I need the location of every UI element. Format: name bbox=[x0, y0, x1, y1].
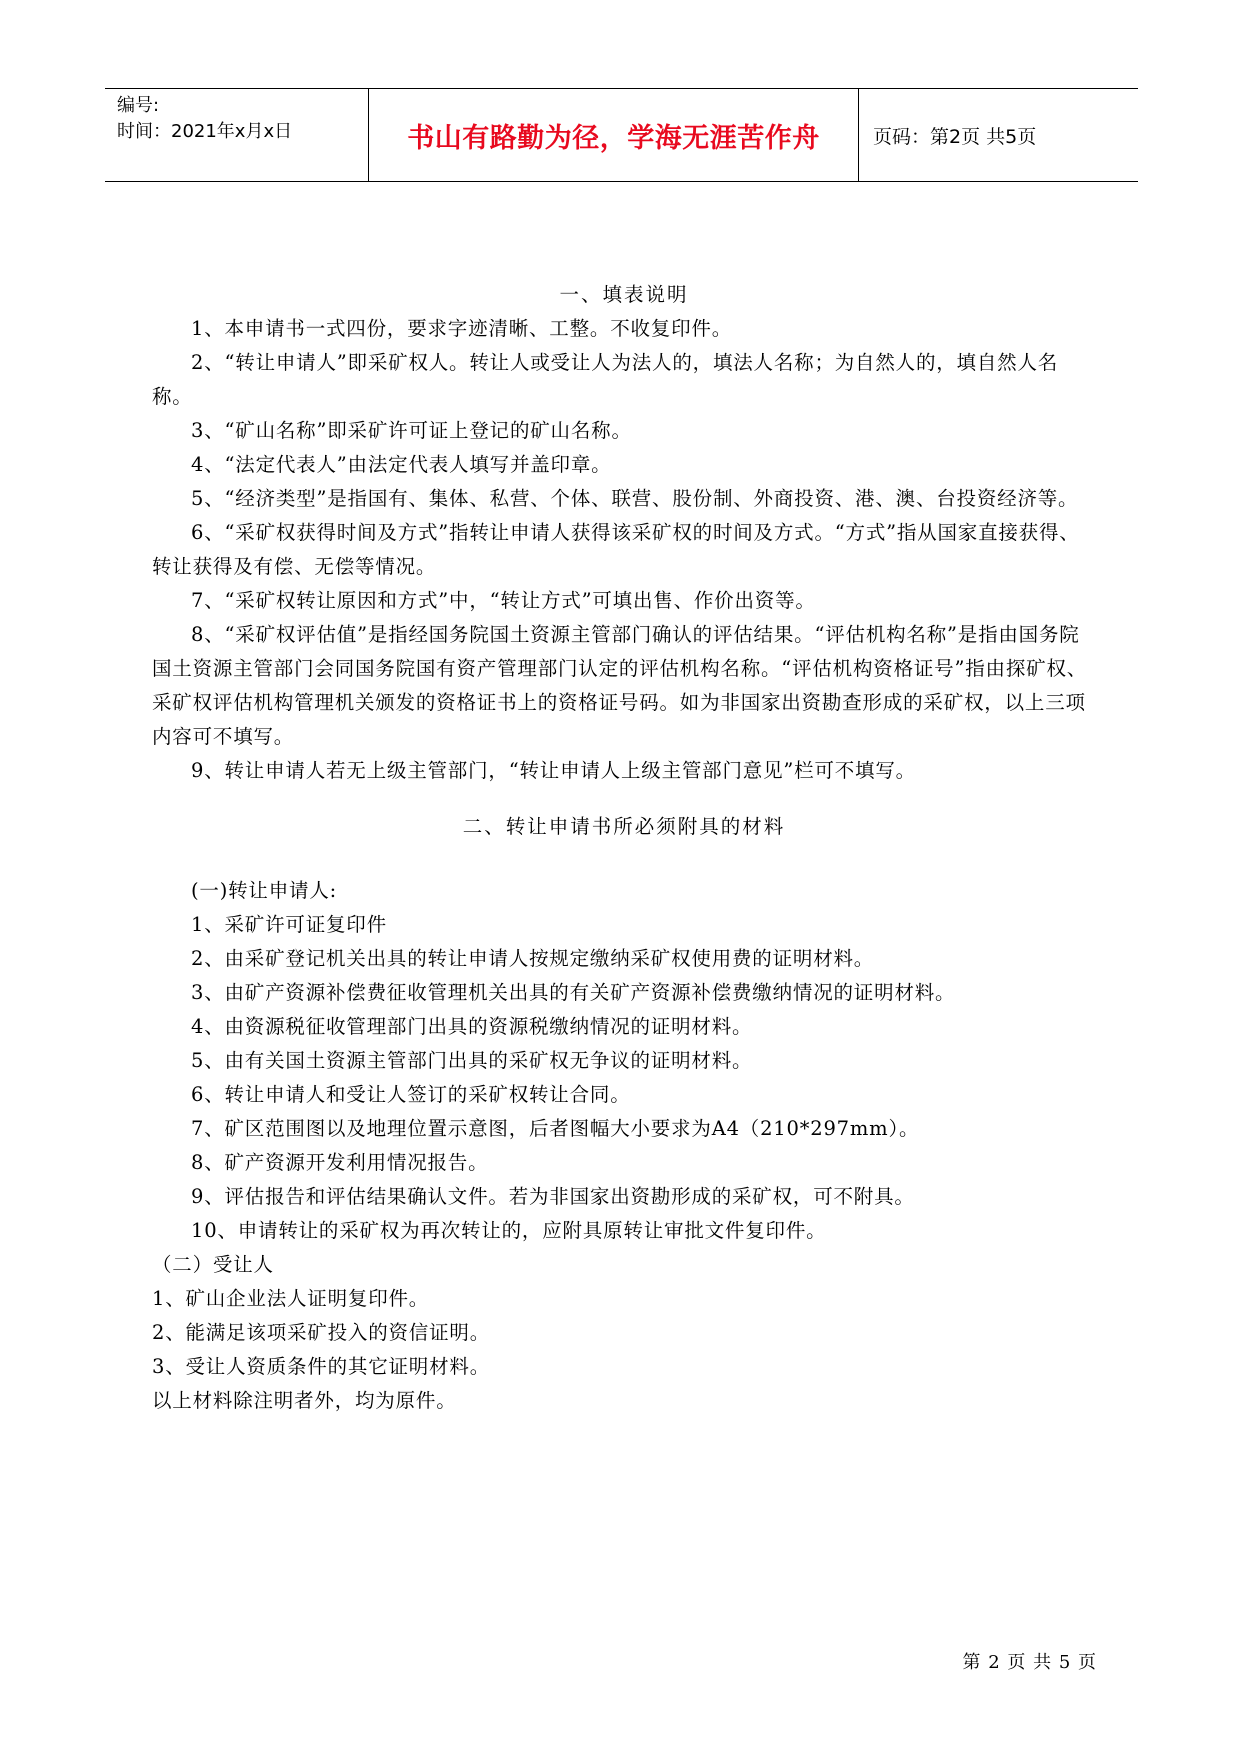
material-item: 2、由采矿登记机关出具的转让申请人按规定缴纳采矿权使用费的证明材料。 bbox=[191, 947, 875, 970]
transferee-item: 1、矿山企业法人证明复印件。 bbox=[152, 1287, 430, 1310]
material-item: 10、申请转让的采矿权为再次转让的，应附具原转让审批文件复印件。 bbox=[191, 1219, 827, 1242]
header-motto-cell bbox=[369, 89, 859, 181]
instruction-item: 9、转让申请人若无上级主管部门，“转让申请人上级主管部门意见”栏可不填写。 bbox=[191, 759, 916, 782]
material-item: 1、采矿许可证复印件 bbox=[191, 913, 387, 936]
header-motto: 书山有路勤为径，学海无涯苦作舟 bbox=[407, 122, 820, 154]
header-page-cell bbox=[859, 89, 1138, 181]
spacer bbox=[152, 844, 1096, 874]
transferee-item: 2、能满足该项采矿投入的资信证明。 bbox=[152, 1321, 491, 1344]
section-title-instructions: 一、填表说明 bbox=[559, 283, 689, 306]
subsection-title-transferee: （二）受让人 bbox=[152, 1253, 274, 1276]
section-title-materials: 二、转让申请书所必须附具的材料 bbox=[462, 815, 786, 838]
transferee-item: 3、受让人资质条件的其它证明材料。 bbox=[152, 1355, 491, 1378]
material-item: 5、由有关国土资源主管部门出具的采矿权无争议的证明材料。 bbox=[191, 1049, 753, 1072]
material-item: 4、由资源税征收管理部门出具的资源税缴纳情况的证明材料。 bbox=[191, 1015, 753, 1038]
instruction-item: 8、“采矿权评估值”是指经国务院国土资源主管部门确认的评估结果。“评估机构名称”是指由国务院国土资源主管部门会同国务院国有资产管理部门认定的评估机构名称。“评估机构资格证号”指由探矿权、采矿权评估机构管理机关颁发的资格证书上的资格证号码。如为非国家出资勘查形成的采矿权，以上三项内容可不填写。 bbox=[152, 623, 1088, 748]
instruction-item: 3、“矿山名称”即采矿许可证上登记的矿山名称。 bbox=[191, 419, 632, 442]
material-item: 8、矿产资源开发利用情况报告。 bbox=[191, 1151, 489, 1174]
material-item: 6、转让申请人和受让人签订的采矿权转让合同。 bbox=[191, 1083, 631, 1106]
instruction-item: 1、本申请书一式四份，要求字迹清晰、工整。不收复印件。 bbox=[191, 317, 733, 340]
closing-note: 以上材料除注明者外，均为原件。 bbox=[152, 1389, 457, 1412]
instruction-item: 6、“采矿权获得时间及方式”指转让申请人获得该采矿权的时间及方式。“方式”指从国家直接获得、转让获得及有偿、无偿等情况。 bbox=[152, 521, 1080, 578]
document-body bbox=[152, 278, 1096, 1418]
subsection-title-applicant: (一)转让申请人: bbox=[191, 879, 337, 902]
page-header bbox=[105, 88, 1138, 182]
material-item: 3、由矿产资源补偿费征收管理机关出具的有关矿产资源补偿费缴纳情况的证明材料。 bbox=[191, 981, 956, 1004]
header-page-info: 页码：第2页 共5页 bbox=[873, 125, 1037, 148]
document-number-label: 编号: bbox=[117, 95, 160, 116]
material-item: 7、矿区范围图以及地理位置示意图，后者图幅大小要求为A4（210*297mm）。 bbox=[191, 1117, 920, 1140]
instruction-item: 7、“采矿权转让原因和方式”中，“转让方式”可填出售、作价出资等。 bbox=[191, 589, 816, 612]
instruction-item: 5、“经济类型”是指国有、集体、私营、个体、联营、股份制、外商投资、港、澳、台投资经济等。 bbox=[191, 487, 1079, 510]
material-item: 9、评估报告和评估结果确认文件。若为非国家出资勘形成的采矿权，可不附具。 bbox=[191, 1185, 915, 1208]
document-time-label: 时间：2021年x月x日 bbox=[117, 121, 293, 142]
page-footer-number: 第 2 页 共 5 页 bbox=[962, 1652, 1097, 1673]
spacer bbox=[152, 788, 1096, 810]
instruction-item: 2、“转让申请人”即采矿权人。转让人或受让人为法人的，填法人名称；为自然人的，填自然人名称。 bbox=[152, 351, 1059, 408]
header-meta-cell bbox=[105, 89, 369, 181]
instruction-item: 4、“法定代表人”由法定代表人填写并盖印章。 bbox=[191, 453, 612, 476]
